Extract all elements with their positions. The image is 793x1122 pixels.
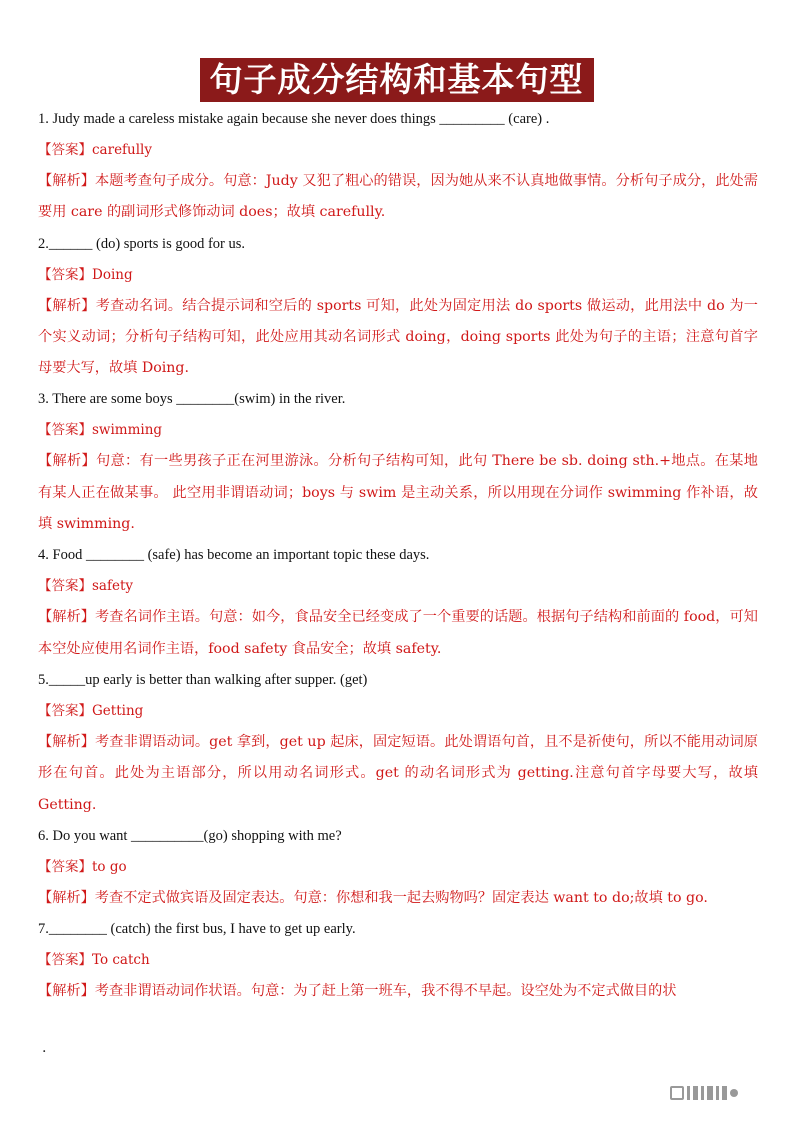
analysis-label: 【解析】 [38, 297, 96, 314]
analysis-1 [38, 166, 758, 229]
answer-2 [38, 260, 758, 291]
question-7: 7.________ (catch) the first bus, I have to get up early. [38, 921, 356, 938]
answer-label: 【答案】 [38, 702, 92, 719]
analysis-3 [38, 446, 758, 540]
page-title: 句子成分结构和基本句型 [200, 58, 594, 102]
answer-value: To catch [92, 952, 150, 969]
analysis-label: 【解析】 [38, 173, 95, 189]
analysis-text: 考查非谓语动词。get 拿到，get up 起床，固定短语。此处谓语句首，且不是祈使句，所以不能用动词原形在句首。此处为主语部分，所以用动名词形式。get 的动名词形式为 getting.注意句首字母要大写，故填 Getting. [38, 733, 758, 813]
analysis-4 [38, 602, 758, 665]
analysis-text: 考查动名词。结合提示词和空后的 sports 可知，此处为固定用法 do sports 做运动，此用法中 do 为一个实义动词；分析句子结构可知，此处应用其动名词形式 doing，doing sports 此处为句子的主语；注意句首字母要大写，故填 Doing. [38, 297, 758, 377]
answer-value: to go [92, 858, 127, 875]
watermark-bar [687, 1086, 690, 1100]
answer-label: 【答案】 [38, 578, 92, 595]
watermark-bar [701, 1086, 704, 1100]
analysis-label: 【解析】 [38, 609, 95, 626]
answer-1 [38, 135, 758, 166]
watermark-icon [670, 1082, 775, 1104]
analysis-2 [38, 291, 758, 385]
watermark-bar [707, 1086, 713, 1100]
analysis-label: 【解析】 [38, 733, 96, 750]
answer-6 [38, 852, 758, 883]
answer-label: 【答案】 [38, 266, 92, 283]
watermark-box [670, 1086, 684, 1100]
answer-label: 【答案】 [38, 422, 92, 439]
answer-label: 【答案】 [38, 142, 92, 158]
title-wrap [0, 58, 793, 102]
watermark-bar [716, 1086, 719, 1100]
analysis-text: 考查不定式做宾语及固定表达。句意：你想和我一起去购物吗？固定表达 want to do;故填 to go. [94, 889, 708, 906]
question-5: 5._____up early is better than walking after supper. (get) [38, 671, 368, 688]
watermark-bar [722, 1086, 727, 1100]
analysis-label: 【解析】 [38, 889, 95, 906]
answer-3 [38, 415, 758, 446]
answer-value: safety [92, 578, 134, 595]
question-6: 6. Do you want __________(go) shopping with me? [38, 827, 342, 844]
answer-5 [38, 696, 758, 727]
answer-value: carefully [92, 142, 153, 158]
analysis-7 [38, 976, 758, 1007]
answer-label: 【答案】 [38, 858, 92, 875]
analysis-5 [38, 727, 758, 821]
question-1: 1. Judy made a careless mistake again because she never does things _________ (care) . [38, 111, 550, 127]
question-2: 2.______ (do) sports is good for us. [38, 235, 246, 252]
analysis-6 [38, 883, 758, 914]
answer-4 [38, 571, 758, 602]
analysis-label: 【解析】 [38, 983, 95, 1000]
analysis-text: 本题考查句子成分。句意：Judy 又犯了粗心的错误，因为她从来不认真地做事情。分析句子成分，此处需要用 care 的副词形式修饰动词 does；故填 carefully. [38, 173, 758, 221]
answer-label: 【答案】 [38, 952, 92, 969]
answer-7 [38, 945, 758, 976]
watermark-bar [693, 1086, 698, 1100]
analysis-text: 句意：有一些男孩子正在河里游泳。分析句子结构可知，此句 There be sb. doing sth.+地点。在某地有某人正在做某事。 此空用非谓语动词；boys 与 swim 是主动关系，所以用现在分词作 swimming 作补语，故填 swimming. [38, 453, 758, 533]
answer-value: swimming [92, 422, 163, 439]
document-body [38, 104, 758, 1007]
answer-value: Getting [92, 702, 144, 719]
analysis-label: 【解析】 [38, 453, 96, 470]
watermark-dot [730, 1089, 738, 1097]
question-4: 4. Food ________ (safe) has become an important topic these days. [38, 547, 430, 564]
answer-value: Doing [92, 266, 133, 283]
trailing-mark: . [42, 1040, 47, 1056]
analysis-text: 考查名词作主语。句意：如今，食品安全已经变成了一个重要的话题。根据句子结构和前面的 food，可知本空处应使用名词作主语，food safety 食品安全；故填 safety. [38, 609, 758, 657]
question-3: 3. There are some boys ________(swim) in the river. [38, 391, 346, 408]
analysis-text: 考查非谓语动词作状语。句意：为了赶上第一班车，我不得不早起。设空处为不定式做目的状 [94, 983, 677, 1000]
